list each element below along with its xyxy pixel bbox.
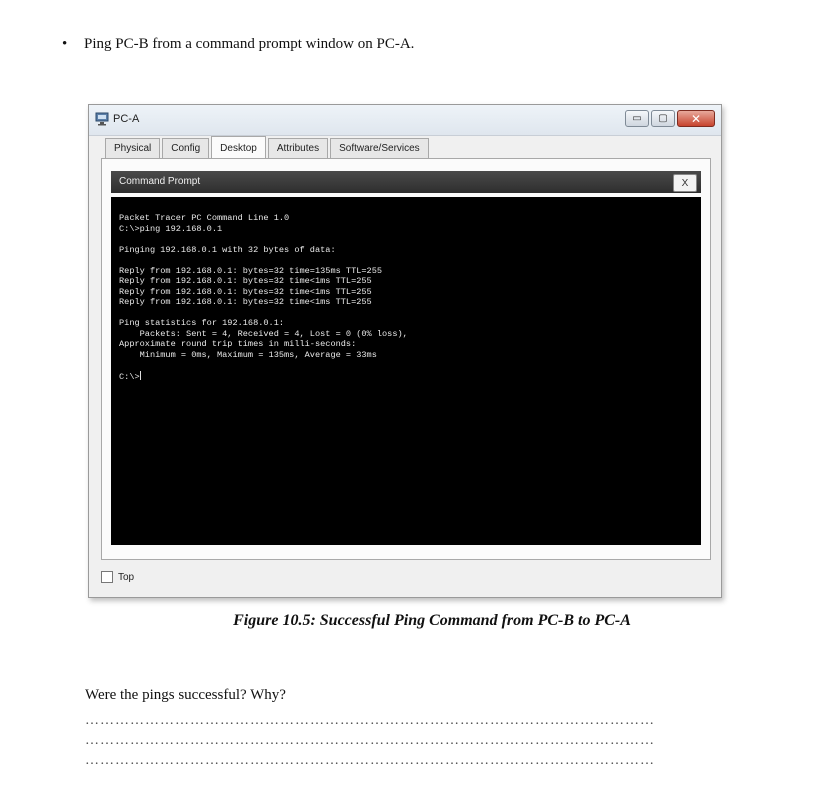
- minimize-button[interactable]: ▭: [625, 110, 649, 127]
- window-title: PC-A: [113, 113, 140, 125]
- pc-a-window: [88, 104, 722, 598]
- tab-desktop[interactable]: Desktop: [211, 136, 266, 158]
- terminal-history: Packet Tracer PC Command Line 1.0 C:\>ping 192.168.0.1 Pinging 192.168.0.1 with 32 bytes of data: Reply from 192.168.0.1: bytes=32 time=135ms TTL=255 Reply from 192.168.0.1: bytes=32 time<1ms TTL=255 Reply from 192.168.0.1: bytes=32 time<1ms TTL=255 Reply from 192.168.0.1: bytes=32 time<1ms TTL=255 Ping statistics for 192.168.0.1: Packets: Sent = 4, Received = 4, Lost = 0 (0% loss), Approximate round trip times in milli-seconds: Minimum = 0ms, Maximum = 135ms, Average = 33ms: [119, 213, 408, 360]
- window-titlebar[interactable]: [89, 105, 721, 136]
- answer-line: ……………………………………………………………………………………………………: [85, 713, 655, 728]
- top-checkbox-label: Top: [118, 571, 135, 583]
- close-button[interactable]: ✕: [677, 110, 715, 127]
- answer-line: ……………………………………………………………………………………………………: [85, 753, 655, 768]
- tab-bar: [105, 138, 431, 158]
- text-cursor: [140, 371, 141, 380]
- window-controls: [625, 110, 715, 127]
- command-prompt-title: Command Prompt: [119, 176, 201, 187]
- figure-caption: Figure 10.5: Successful Ping Command from PC-B to PC-A: [233, 612, 631, 629]
- maximize-button[interactable]: ▢: [651, 110, 675, 127]
- top-checkbox[interactable]: [101, 571, 113, 583]
- bullet-point: •: [62, 36, 68, 52]
- instruction-line: [62, 36, 414, 53]
- pc-icon: [95, 112, 109, 126]
- tab-config[interactable]: Config: [162, 138, 209, 158]
- terminal-area[interactable]: [111, 197, 701, 545]
- tab-attributes[interactable]: Attributes: [268, 138, 328, 158]
- question-text: Were the pings successful? Why?: [85, 687, 286, 703]
- answer-line: ……………………………………………………………………………………………………: [85, 733, 655, 748]
- top-option: [101, 571, 134, 583]
- command-prompt-close-button[interactable]: X: [673, 174, 697, 192]
- tab-physical[interactable]: Physical: [105, 138, 160, 158]
- terminal-prompt: C:\>: [119, 371, 140, 382]
- command-prompt-header: [111, 171, 701, 193]
- instruction-text: Ping PC-B from a command prompt window on PC-A.: [84, 36, 415, 52]
- tab-software-services[interactable]: Software/Services: [330, 138, 429, 158]
- desktop-panel: [101, 158, 711, 560]
- terminal-output: [111, 197, 701, 382]
